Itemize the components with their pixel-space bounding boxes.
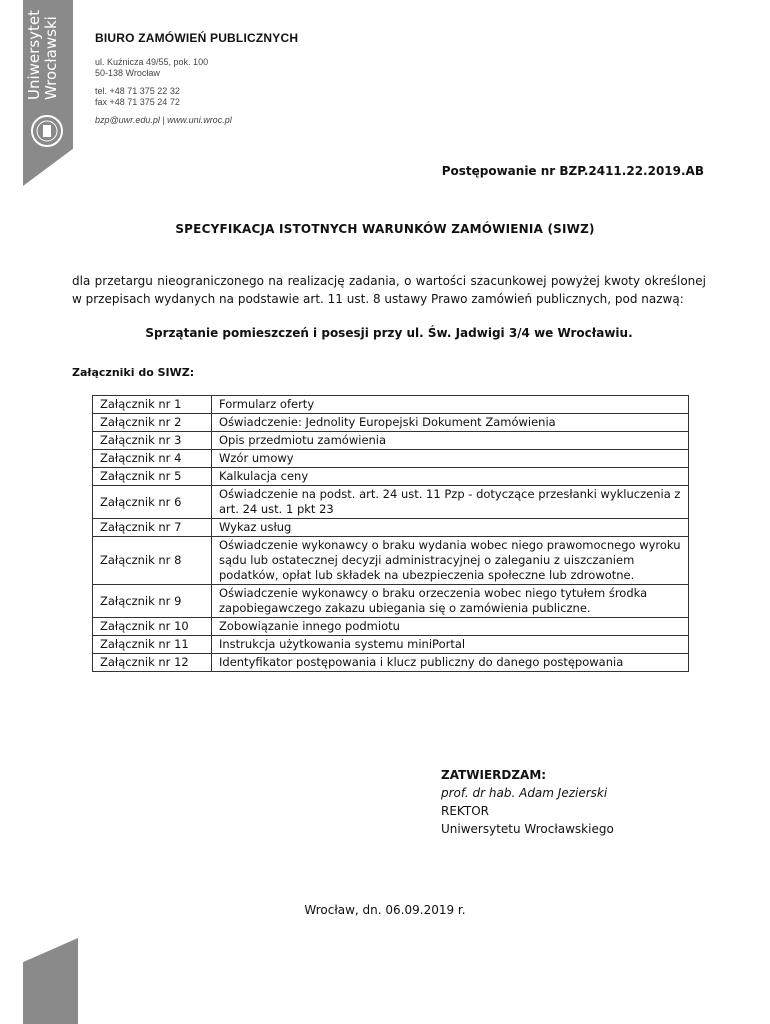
- table-row: [93, 414, 689, 432]
- attachment-description: Identyfikator postępowania i klucz publiczny do danego postępowania: [212, 654, 689, 672]
- approval-label: ZATWIERDZAM:: [441, 768, 547, 782]
- intro-paragraph: dla przetargu nieograniczonego na realizację zadania, o wartości szacunkowej powyżej kwoty określonej w przepisach wydanych na podstawie art. 11 ust. 8 ustawy Prawo zamówień publicznych, pod nazwą:: [72, 274, 706, 306]
- attachment-label: Załącznik nr 10: [93, 618, 212, 636]
- table-row: [93, 486, 689, 519]
- office-header: [95, 31, 298, 126]
- office-contact: bzp@uwr.edu.pl | www.uni.wroc.pl: [95, 115, 232, 125]
- attachment-description: Oświadczenie: Jednolity Europejski Dokument Zamówienia: [212, 414, 689, 432]
- attachment-description: Zobowiązanie innego podmiotu: [212, 618, 689, 636]
- attachment-label: Załącznik nr 2: [93, 414, 212, 432]
- attachment-description: Opis przedmiotu zamówienia: [212, 432, 689, 450]
- contract-subject: Sprzątanie pomieszczeń i posesji przy ul. Św. Jadwigi 3/4 we Wrocławiu.: [145, 326, 633, 340]
- attachment-description: Formularz oferty: [212, 396, 689, 414]
- attachment-label: Załącznik nr 1: [93, 396, 212, 414]
- office-phone: tel. +48 71 375 22 32: [95, 86, 180, 96]
- attachment-label: Załącznik nr 3: [93, 432, 212, 450]
- attachment-description: Oświadczenie na podst. art. 24 ust. 11 Pzp - dotyczące przesłanki wykluczenia z art. 24 ust. 1 pkt 23: [212, 486, 689, 519]
- table-row: [93, 654, 689, 672]
- office-address-line2: 50-138 Wrocław: [95, 68, 160, 78]
- table-row: [93, 519, 689, 537]
- approver-institution: Uniwersytetu Wrocławskiego: [441, 822, 614, 836]
- document-title: SPECYFIKACJA ISTOTNYCH WARUNKÓW ZAMÓWIENIA (SIWZ): [175, 222, 595, 236]
- attachment-description: Kalkulacja ceny: [212, 468, 689, 486]
- table-row: [93, 468, 689, 486]
- attachment-label: Załącznik nr 9: [93, 585, 212, 618]
- university-seal-icon: [30, 114, 64, 148]
- office-address-line1: ul. Kuźnicza 49/55, pok. 100: [95, 57, 209, 67]
- attachment-label: Załącznik nr 11: [93, 636, 212, 654]
- footer-banner: [23, 938, 78, 1024]
- table-row: [93, 618, 689, 636]
- attachment-description: Wykaz usług: [212, 519, 689, 537]
- approval-block: [441, 766, 614, 838]
- attachment-description: Wzór umowy: [212, 450, 689, 468]
- table-row: [93, 432, 689, 450]
- attachment-label: Załącznik nr 7: [93, 519, 212, 537]
- table-row: [93, 537, 689, 585]
- approver-position: REKTOR: [441, 804, 489, 818]
- university-name-line1: Uniwersytet: [25, 10, 43, 100]
- attachment-description: Oświadczenie wykonawcy o braku orzeczenia wobec niego tytułem środka zapobiegawczego zakazu ubiegania się o zamówienia publiczne.: [212, 585, 689, 618]
- table-row: [93, 636, 689, 654]
- attachment-label: Załącznik nr 4: [93, 450, 212, 468]
- attachments-table: [92, 395, 689, 672]
- place-and-date: Wrocław, dn. 06.09.2019 r.: [304, 903, 466, 917]
- office-title: BIURO ZAMÓWIEŃ PUBLICZNYCH: [95, 31, 299, 45]
- attachment-label: Załącznik nr 12: [93, 654, 212, 672]
- attachment-label: Załącznik nr 8: [93, 537, 212, 585]
- attachment-description: Instrukcja użytkowania systemu miniPortal: [212, 636, 689, 654]
- university-name: [26, 10, 60, 100]
- table-row: [93, 450, 689, 468]
- procedure-number: Postępowanie nr BZP.2411.22.2019.AB: [441, 164, 704, 178]
- attachment-label: Załącznik nr 6: [93, 486, 212, 519]
- office-fax: fax +48 71 375 24 72: [95, 97, 180, 107]
- university-name-line2: Wrocławski: [42, 16, 60, 100]
- attachments-heading: Załączniki do SIWZ:: [72, 366, 195, 379]
- attachment-label: Załącznik nr 5: [93, 468, 212, 486]
- approver-name: prof. dr hab. Adam Jezierski: [441, 786, 608, 800]
- table-row: [93, 585, 689, 618]
- attachment-description: Oświadczenie wykonawcy o braku wydania wobec niego prawomocnego wyroku sądu lub ostatecznej decyzji administracyjnej o zaleganiu z uiszczaniem podatków, opłat lub składek na ubezpieczenia społeczne lub zdrowotne.: [212, 537, 689, 585]
- table-row: [93, 396, 689, 414]
